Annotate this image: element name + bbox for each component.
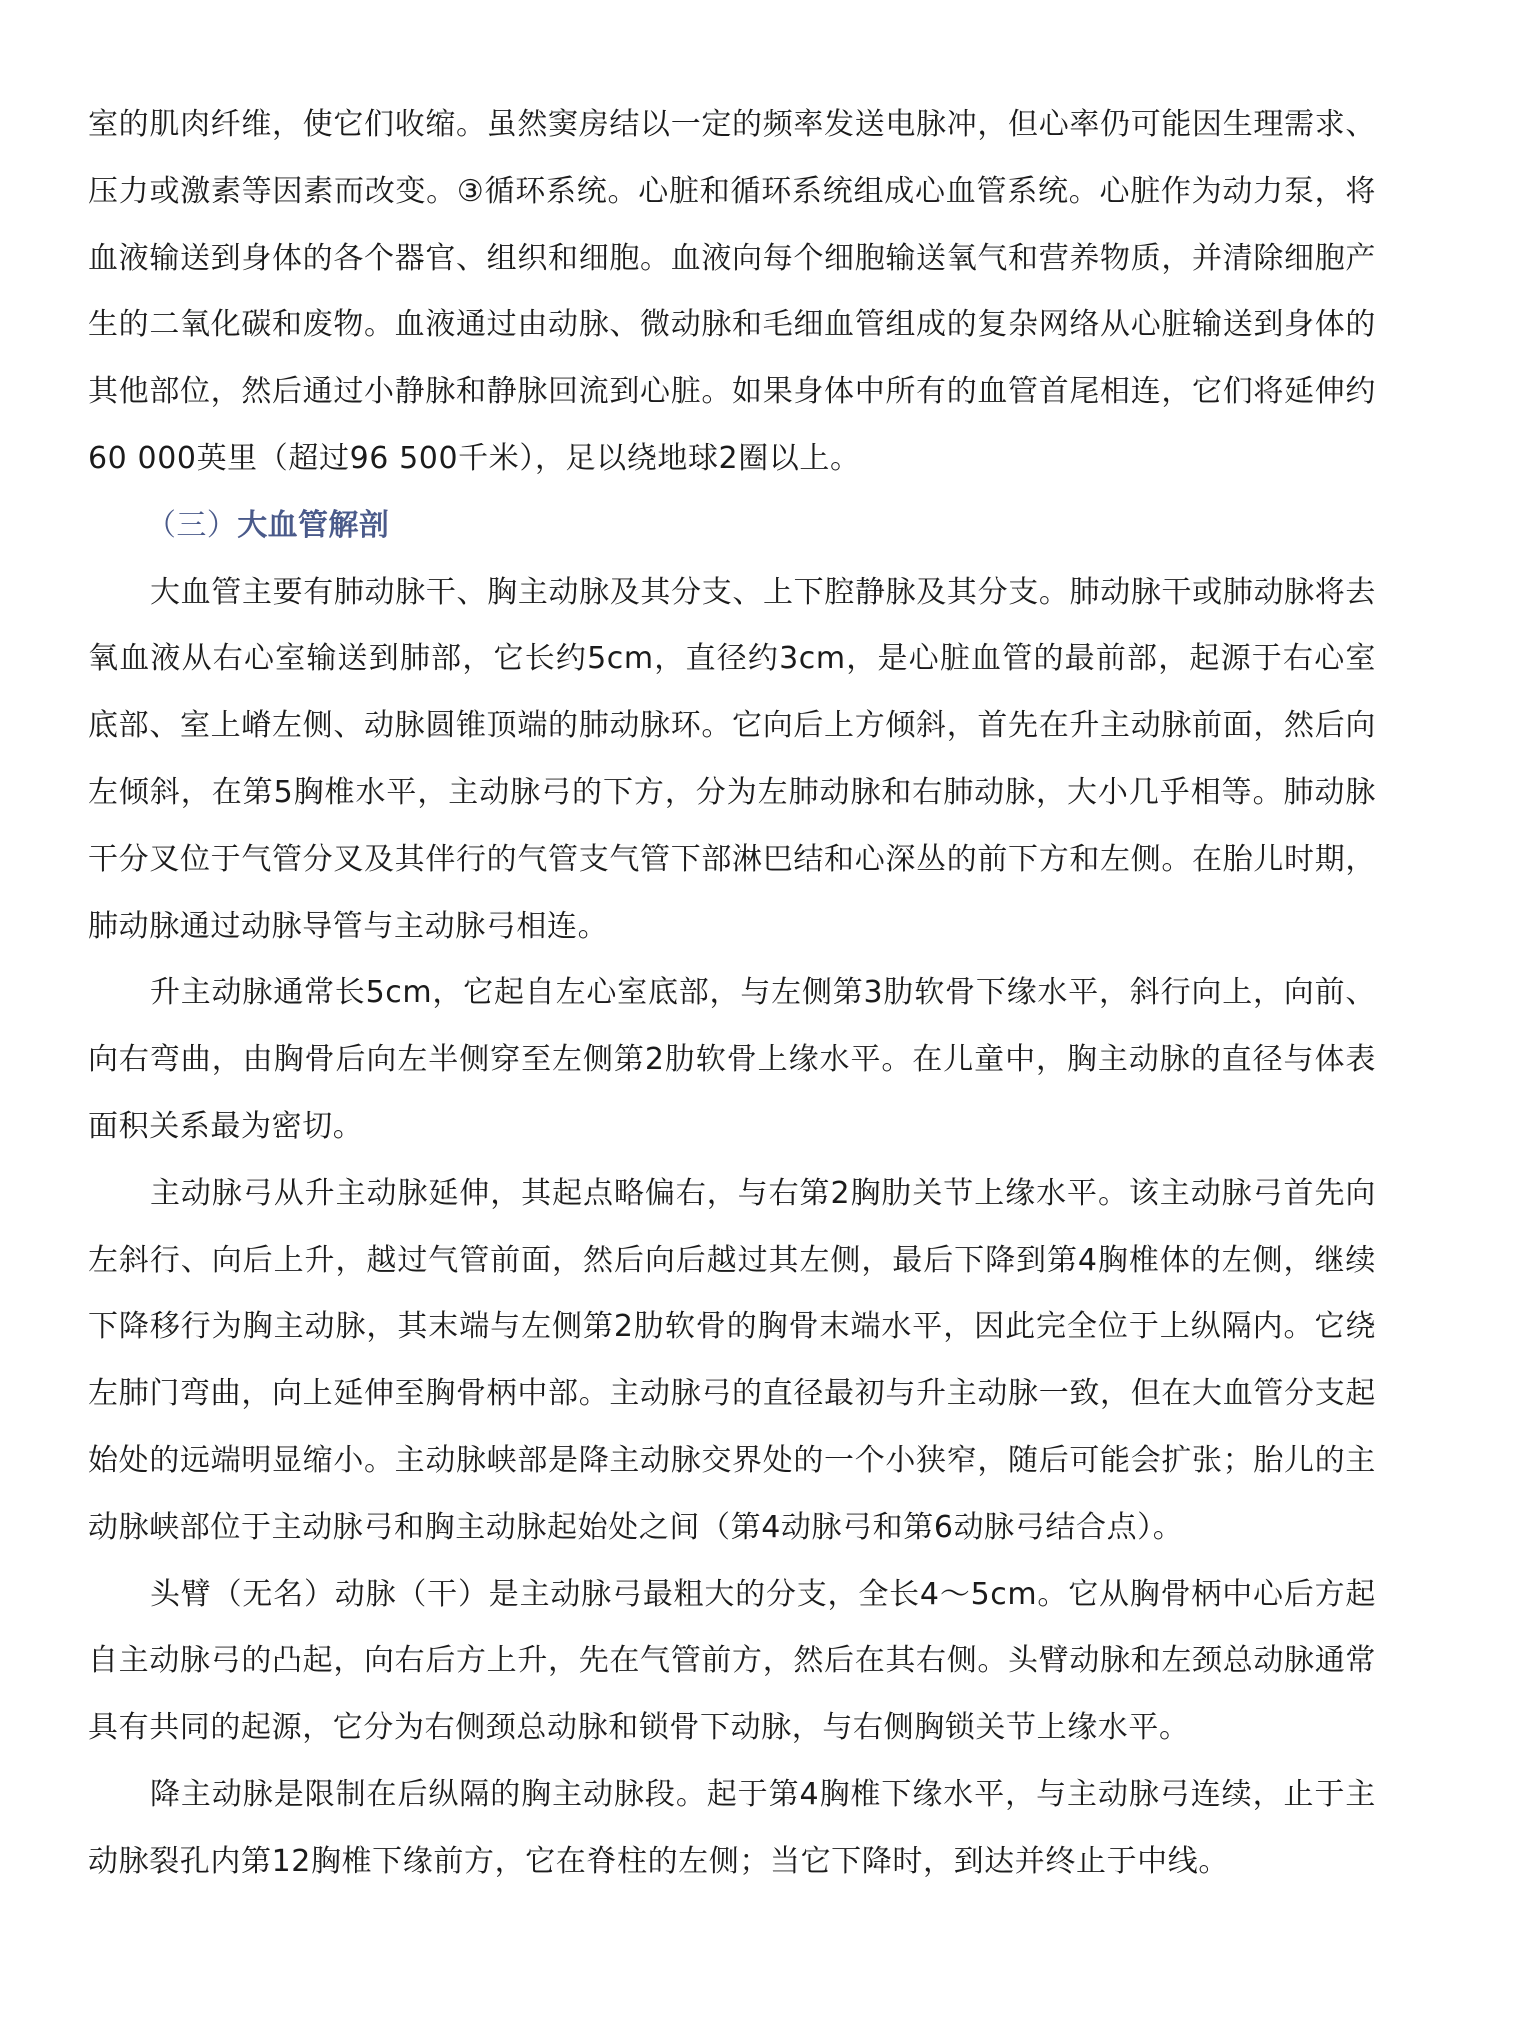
- section-title: 大血管解剖: [237, 507, 390, 543]
- paragraph-pulmonary-trunk: 大血管主要有肺动脉干、胸主动脉及其分支、上下腔静脉及其分支。肺动脉干或肺动脉将去氧血液从右心室输送到肺部，它长约5cm，直径约3cm，是心脏血管的最前部，起源于右心室底部、室上嵴左侧、动脉圆锥顶端的肺动脉环。它向后上方倾斜，首先在升主动脉前面，然后向左倾斜，在第5胸椎水平，主动脉弓的下方，分为左肺动脉和右肺动脉，大小几乎相等。肺动脉干分叉位于气管分叉及其伴行的气管支气管下部淋巴结和心深丛的前下方和左侧。在胎儿时期，肺动脉通过动脉导管与主动脉弓相连。: [88, 574, 1376, 944]
- paragraph-brachiocephalic-artery: 头臂（无名）动脉（干）是主动脉弓最粗大的分支，全长4～5cm。它从胸骨柄中心后方起自主动脉弓的凸起，向右后方上升，先在气管前方，然后在其右侧。头臂动脉和左颈总动脉通常具有共同的起源，它分为右侧颈总动脉和锁骨下动脉，与右侧胸锁关节上缘水平。: [88, 1576, 1376, 1746]
- section-heading: [88, 493, 1376, 560]
- section-number: （三）: [146, 507, 238, 543]
- paragraph-ascending-aorta: 升主动脉通常长5cm，它起自左心室底部，与左侧第3肋软骨下缘水平，斜行向上，向前、向右弯曲，由胸骨后向左半侧穿至左侧第2肋软骨上缘水平。在儿童中，胸主动脉的直径与体表面积关系最为密切。: [88, 975, 1376, 1144]
- paragraph-aortic-arch: 主动脉弓从升主动脉延伸，其起点略偏右，与右第2胸肋关节上缘水平。该主动脉弓首先向左斜行、向后上升，越过气管前面，然后向后越过其左侧，最后下降到第4胸椎体的左侧，继续下降移行为胸主动脉，其末端与左侧第2肋软骨的胸骨末端水平，因此完全位于上纵隔内。它绕左肺门弯曲，向上延伸至胸骨柄中部。主动脉弓的直径最初与升主动脉一致，但在大血管分支起始处的远端明显缩小。主动脉峡部是降主动脉交界处的一个小狭窄，随后可能会扩张；胎儿的主动脉峡部位于主动脉弓和胸主动脉起始处之间（第4动脉弓和第6动脉弓结合点）。: [88, 1175, 1376, 1545]
- paragraph-descending-aorta: 降主动脉是限制在后纵隔的胸主动脉段。起于第4胸椎下缘水平，与主动脉弓连续，止于主动脉裂孔内第12胸椎下缘前方，它在脊柱的左侧；当它下降时，到达并终止于中线。: [88, 1776, 1376, 1879]
- document-page: [88, 92, 1376, 1896]
- paragraph-circulatory-system: 室的肌肉纤维，使它们收缩。虽然窦房结以一定的频率发送电脉冲，但心率仍可能因生理需求、压力或激素等因素而改变。③循环系统。心脏和循环系统组成心血管系统。心脏作为动力泵，将血液输送到身体的各个器官、组织和细胞。血液向每个细胞输送氧气和营养物质，并清除细胞产生的二氧化碳和废物。血液通过由动脉、微动脉和毛细血管组成的复杂网络从心脏输送到身体的其他部位，然后通过小静脉和静脉回流到心脏。如果身体中所有的血管首尾相连，它们将延伸约60 000英里（超过96 500千米），足以绕地球2圈以上。: [88, 107, 1376, 476]
